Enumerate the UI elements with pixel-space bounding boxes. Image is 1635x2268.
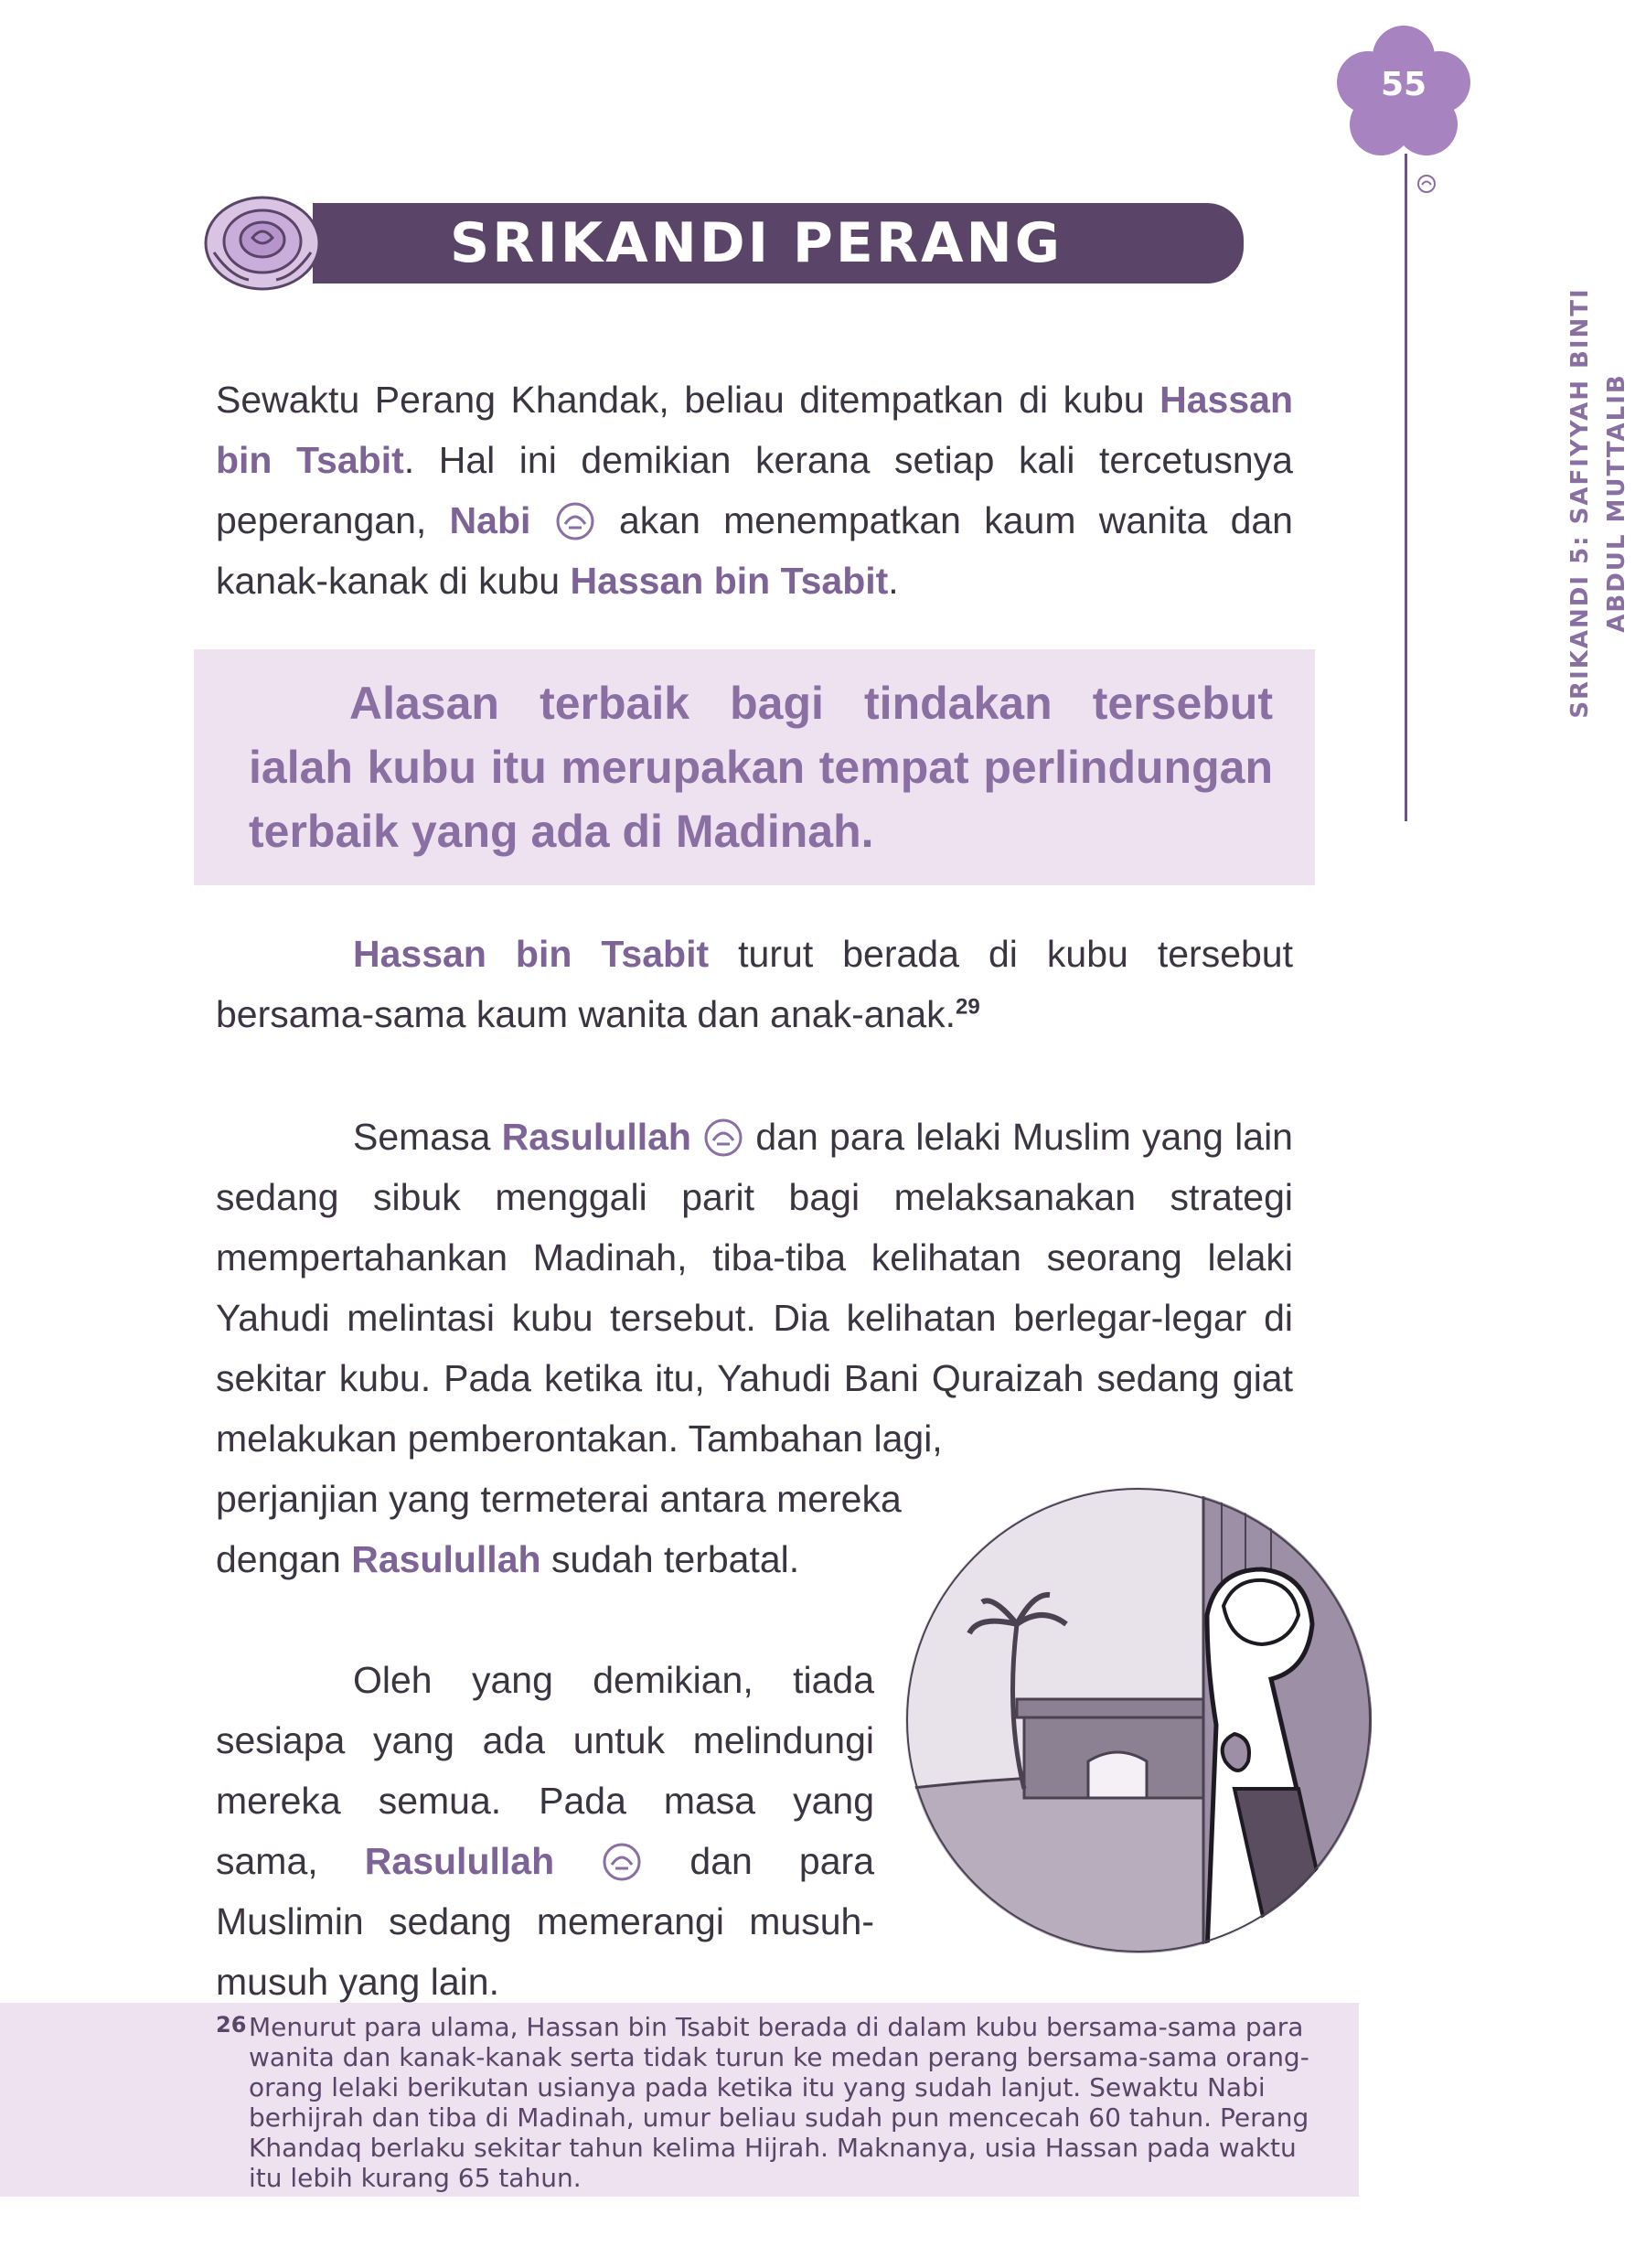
paragraph-3-continued: perjanjian yang termeterai antara mereka dengan Rasulullah sudah terbatal. bbox=[216, 1478, 902, 1580]
name-hassan: Hassan bin Tsabit bbox=[570, 560, 889, 602]
chapter-side-title: SRIKANDI 5: SAFIYYAH BINTI ABDUL MUTTALIB bbox=[1566, 287, 1630, 719]
highlight-quote-box bbox=[194, 649, 1315, 885]
saw-calligraphy-icon bbox=[702, 1117, 744, 1159]
section-header bbox=[203, 192, 1244, 356]
footnote-ref: 29 bbox=[956, 994, 980, 1020]
paragraph-4: Oleh yang demikian, tiada sesiapa yang ada untuk melindungi mereka semua. Pada masa yang sama, Rasulullah dan para Muslimin sedang memerangi musuh-musuh yang lain. bbox=[216, 1659, 874, 2003]
paragraph-1: Sewaktu Perang Khandak, beliau ditempatkan di kubu Hassan bin Tsabit. Hal ini demikian kerana setiap kali tercetusnya peperangan, Nabi akan menempatkan kaum wanita dan kanak-kanak di kubu Hassan bin Tsabit. bbox=[216, 379, 1293, 602]
footnote-number: 26 bbox=[216, 2012, 247, 2038]
highlight-quote: Alasan terbaik bagi tindakan tersebut ialah kubu itu merupakan tempat perlindungan terbaik yang ada di Madinah. bbox=[249, 678, 1273, 857]
name-rasulullah: Rasulullah bbox=[364, 1840, 555, 1882]
section-title: SRIKANDI PERANG PERTAMA bbox=[450, 211, 1063, 356]
saw-calligraphy-icon bbox=[601, 1841, 643, 1883]
name-hassan: Hassan bin Tsabit bbox=[216, 379, 1293, 481]
name-rasulullah: Rasulullah bbox=[351, 1538, 541, 1580]
rose-icon bbox=[203, 192, 322, 293]
saw-calligraphy-icon bbox=[1416, 174, 1437, 194]
paragraph-3: Semasa Rasulullah dan para lelaki Muslim yang lain sedang sibuk menggali parit bagi melaksanakan strategi mempertahankan Madinah, tiba-tiba kelihatan seorang lelaki Yahudi melintasi kubu tersebut. Dia kelihatan berlegar-legar di sekitar kubu. Pada ketika itu, Yahudi Bani Quraizah sedang giat melakukan pemberontakan. Tambahan lagi, bbox=[216, 1116, 1293, 1460]
woman-at-fort-illustration bbox=[905, 1487, 1372, 1953]
header-bar bbox=[313, 203, 1244, 356]
name-hassan: Hassan bin Tsabit bbox=[353, 933, 710, 975]
paragraph-2: Hassan bin Tsabit turut berada di kubu tersebut bersama-sama kaum wanita dan anak-anak.$^{29}$ bbox=[216, 933, 1293, 1035]
name-rasulullah: Rasulullah bbox=[501, 1116, 691, 1158]
saw-calligraphy-icon bbox=[554, 500, 596, 542]
footnote-text: Menurut para ulama, Hassan bin Tsabit berada di dalam kubu bersama-sama para wanita dan kanak-kanak serta tidak turun ke medan perang bersama-sama orang-orang lelaki berikutan usianya pada ketika itu yang sudah lanjut. Sewaktu Nabi berhijrah dan tiba di Madinah, umur beliau sudah pun mencecah 60 tahun. Perang Khandaq berlaku sekitar tahun kelima Hijrah. Maknanya, usia Hassan pada waktu itu lebih kurang 65 tahun. bbox=[249, 2012, 1309, 2193]
side-divider-line bbox=[1405, 154, 1407, 821]
footnote-box bbox=[0, 2003, 1359, 2197]
name-nabi: Nabi bbox=[449, 499, 531, 541]
page-number: 55 bbox=[1380, 66, 1427, 103]
page-number-badge bbox=[1337, 27, 1470, 161]
